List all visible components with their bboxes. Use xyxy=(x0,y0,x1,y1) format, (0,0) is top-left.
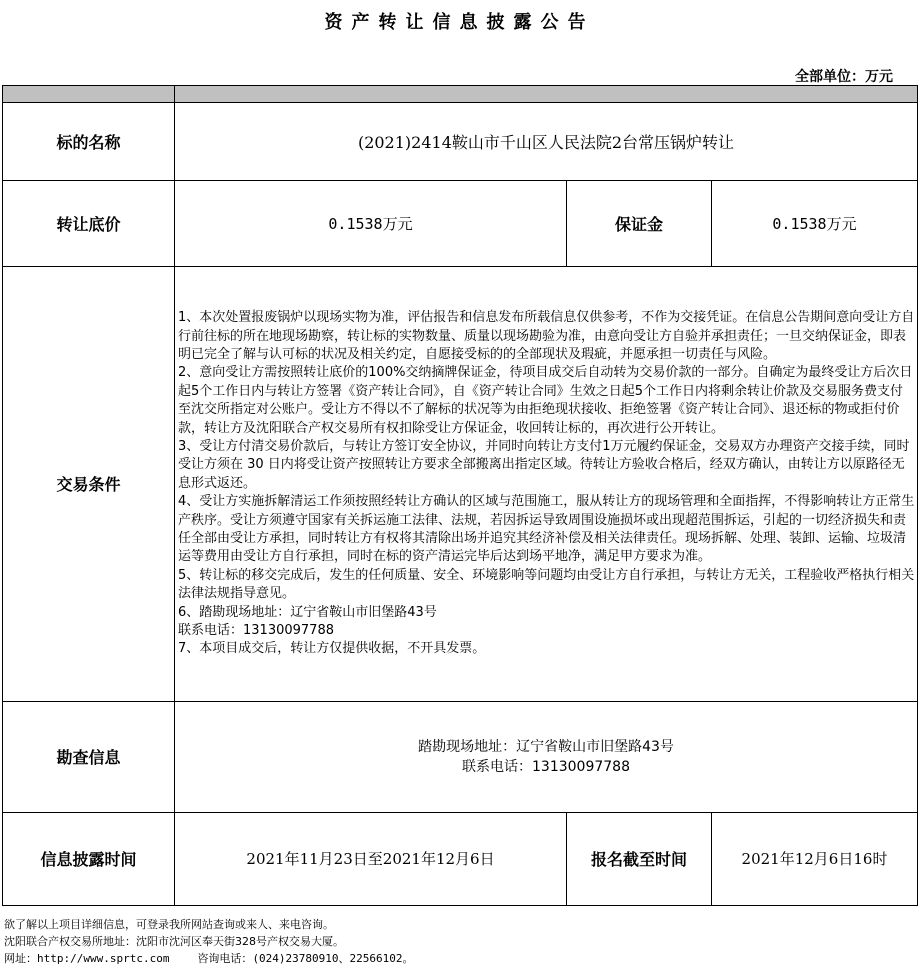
footer xyxy=(4,916,414,967)
website-label: 网址： xyxy=(4,952,37,965)
disclosure-time-value: 2021年11月23日至2021年12月6日 xyxy=(175,812,567,905)
table-header-bar xyxy=(3,86,918,103)
footer-line-3 xyxy=(4,950,414,967)
conditions-text xyxy=(175,267,918,702)
footer-line-2: 沈阳联合产权交易所地址：沈阳市沈河区奉天街328号产权交易大厦。 xyxy=(4,935,344,948)
condition-item: 3、受让方付清交易价款后，与转让方签订安全协议，并同时向转让方支付1万元履约保证金，交易双方办理资产交接手续，同时受让方须在 30 日内将受让资产按照转让方要求全部搬离出指定区域。待转让方验收合格后，经双方确认，由转让方以原路径无息形式返还。 xyxy=(178,438,910,491)
disclosure-table xyxy=(2,85,918,906)
unit-note: 全部单位：万元 xyxy=(795,69,893,85)
condition-item: 5、转让标的移交完成后，发生的任何质量、安全、环境影响等问题均由受让方自行承担，与转让方无关，工程验收严格执行相关法律法规指导意见。 xyxy=(178,567,915,602)
survey-info xyxy=(175,701,918,812)
deadline-label: 报名截至时间 xyxy=(567,812,712,905)
price-label: 转让底价 xyxy=(3,181,175,267)
survey-address: 踏勘现场地址：辽宁省鞍山市旧堡路43号 xyxy=(418,738,674,755)
condition-item: 4、受让方实施拆解清运工作须按照经转让方确认的区域与范围施工，服从转让方的现场管理和全面指挥，不得影响转让方正常生产秩序。受让方须遵守国家有关拆运施工法律、法规，若因拆运导致周围设施损坏或出现超范围拆运，引起的一切经济损失和责任全部由受让方承担，同时转让方有权将其清除出场并追究其经济补偿及相关法律责任。现场拆解、处理、装卸、运输、垃圾清运等费用由受让方自行承担，同时在标的资产清运完毕后达到场平地净，满足甲方要求为准。 xyxy=(178,494,915,565)
survey-label: 勘查信息 xyxy=(3,701,175,812)
row-survey xyxy=(3,701,918,812)
asset-name-label: 标的名称 xyxy=(3,103,175,181)
price-value: 0.1538万元 xyxy=(175,181,567,267)
conditions-label: 交易条件 xyxy=(3,267,175,702)
row-asset-name xyxy=(3,103,918,181)
condition-item: 联系电话：13130097788 xyxy=(178,623,334,638)
deposit-value: 0.1538万元 xyxy=(712,181,918,267)
row-dates xyxy=(3,812,918,905)
disclosure-time-label: 信息披露时间 xyxy=(3,812,175,905)
condition-item: 6、踏勘现场地址：辽宁省鞍山市旧堡路43号 xyxy=(178,604,437,620)
row-conditions xyxy=(3,267,918,702)
phone-number: (024)23780910、22566102。 xyxy=(252,952,414,965)
asset-name-value: (2021)2414鞍山市千山区人民法院2台常压锅炉转让 xyxy=(175,103,918,181)
row-price xyxy=(3,181,918,267)
deposit-label: 保证金 xyxy=(567,181,712,267)
condition-item: 2、意向受让方需按照转让底价的100%交纳摘牌保证金，待项目成交后自动转为交易价款的一部分。自确定为最终受让方后次日起5个工作日内与转让方签署《资产转让合同》，自《资产转让合同》生效之日起5个工作日内将剩余转让价款及交易服务费支付至沈交所指定对公账户。受让方不得以不了解标的状况等为由拒绝现状接收、拒绝签署《资产转让合同》、退还标的物或拒付价款，转让方及沈阳联合产权交易所有权扣除受让方保证金，收回转让标的，再次进行公开转让。 xyxy=(178,365,913,436)
footer-line-1: 欲了解以上项目详细信息，可登录我所网站查询或来人、来电咨询。 xyxy=(4,918,334,931)
deadline-value: 2021年12月6日16时 xyxy=(712,812,918,905)
phone-label: 咨询电话： xyxy=(197,952,253,965)
condition-item: 7、本项目成交后，转让方仅提供收据，不开具发票。 xyxy=(178,641,486,657)
document-title: 资产转让信息披露公告 xyxy=(324,12,595,33)
survey-phone: 联系电话：13130097788 xyxy=(462,758,630,775)
website-link[interactable]: http://www.sprtc.com xyxy=(37,952,170,965)
condition-item: 1、本次处置报废锅炉以现场实物为准，评估报告和信息发布所载信息仅供参考，不作为交接凭证。在信息公告期间意向受让方自行前往标的所在地现场勘察，转让标的实物数量、质量以现场勘验为准，由意向受让方自验并承担责任；一旦交纳保证金，即表明已完全了解与认可标的状况及相关约定，自愿接受标的的全部现状及瑕疵，并愿承担一切责任与风险。 xyxy=(178,310,915,362)
